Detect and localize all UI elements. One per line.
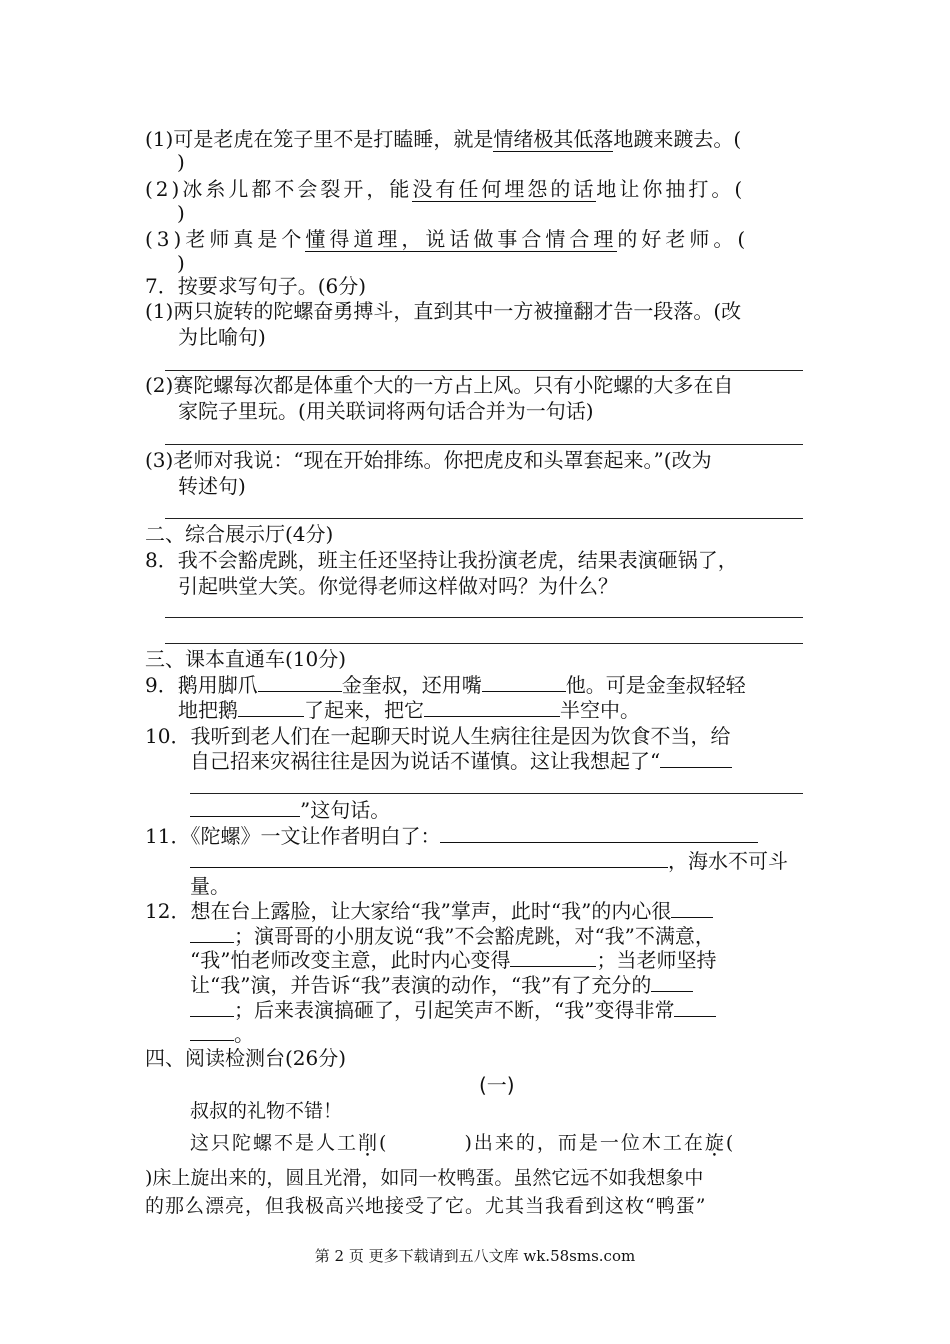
q11-line-3: 量。 [190,874,230,898]
q8-answer-line-2[interactable] [165,643,803,644]
reading-p2-paren-open-2: ( [725,1132,736,1154]
q6-item-1-answer-close: ) [177,150,185,174]
reading-paragraph-3: )床上旋出来的，圆且光滑，如同一枚鸭蛋。虽然它远不如我想象中 [145,1167,704,1189]
q10-line-2 [190,749,732,773]
q11-text-1: 11．《陀螺》一文让作者明白了： [145,824,441,848]
q12-line-6 [190,1022,254,1046]
reading-paragraph-4: 的那么漂亮，但我极高兴地接受了它。尤其当我看到这枚“鸭蛋” [145,1195,707,1217]
q12-text-3: “我”怕老师改变主意，此时内心变得 [190,948,511,972]
reading-p2-dotted-char-1: 削 [358,1132,380,1154]
q6-item-3 [145,227,749,251]
q6-item-2-answer-close: ) [177,201,185,225]
q12-line-1 [145,899,713,923]
q8-line-2: 引起哄堂大笑。你觉得老师这样做对吗？为什么？ [178,574,618,598]
q9-blank-1[interactable] [258,673,342,692]
q12-blank-1a[interactable] [671,899,713,918]
q12-text-1: 12．想在台上露脸，让大家给“我”掌声，此时“我”的内心很 [145,899,672,923]
q12-blank-4b[interactable] [190,1022,234,1041]
q7-item-3-line-2: 转述句) [178,474,246,498]
q12-line-2 [190,924,715,948]
q11-blank-2[interactable] [190,849,668,868]
q7-item-3-line-1: (3)老师对我说：“现在开始排练。你把虎皮和头罩套起来。”(改为 [145,448,712,472]
q6-item-3-answer-close: ) [177,251,185,275]
q6-item-2 [145,177,745,201]
q10-blank-line[interactable] [190,793,803,794]
q12-line-4 [190,973,693,997]
q7-item-2-line-2: 家院子里玩。(用关联词将两句话合并为一句话) [178,399,594,423]
q9-blank-2[interactable] [482,673,566,692]
q10-line-1: 10．我听到老人们在一起聊天时说人生病往往是因为饮食不当，给 [145,724,731,748]
q12-text-6: ；后来表演搞砸了，引起笑声不断，“我”变得非常 [234,998,675,1022]
reading-p2-paren-open-1: ( [379,1132,389,1154]
q6-item-2-text-a: (2)冰糸儿都不会裂开，能 [145,177,413,201]
q6-item-1-underlined: 情绪极其低落 [493,127,614,151]
q12-line-3 [190,948,716,972]
reading-p2-text-2: )出来的，而是一位木工在 [464,1132,705,1154]
q9-text-5: 了起来，把它 [304,698,424,722]
reading-paragraph-1: 叔叔的礼物不错！ [190,1100,343,1122]
reading-paragraph-2 [190,1131,735,1155]
q6-item-1-text-a: (1)可是老虎在笼子里不是打瞌睡，就是 [145,127,494,151]
q8-line-1: 8．我不会豁虎跳，班主任还坚持让我扮演老虎，结果表演砸锅了， [145,548,738,572]
q9-blank-4[interactable] [424,698,560,717]
q12-blank-4a[interactable] [674,998,716,1017]
section-3-title: 三、课本直通车(10分) [145,647,347,671]
q12-text-4: ；当老师坚持 [596,948,717,972]
q9-blank-3[interactable] [238,698,304,717]
section-4-title: 四、阅读检测台(26分) [145,1046,347,1070]
q6-item-1 [145,127,741,151]
q12-text-5: 让“我”演，并告诉“我”表演的动作，“我”有了充分的 [190,973,652,997]
q12-blank-1b[interactable] [190,924,234,943]
q9-text-6: 半空中。 [560,698,640,722]
q8-answer-line-1[interactable] [165,617,803,618]
reading-p2-blank-1[interactable] [388,1131,464,1149]
q11-text-2: ，海水不可斗 [668,849,788,873]
page-footer: 第 2 页 更多下载请到五八文库 wk.58sms.com [314,1247,636,1265]
q9-text-3: 他。可是金奎叔轻轻 [565,673,746,697]
q6-item-2-text-b: 地让你抽打。( [596,177,746,201]
q6-item-1-text-b: 地踱来踱去。( [613,127,742,151]
q6-item-3-text-a: (3)老师真是个 [145,227,306,251]
q10-text-2: 自己招来灾祸往往是因为说话不谨慎。这让我想起了“ [190,749,661,773]
q12-blank-3a[interactable] [651,973,693,992]
q7-item-2-answer-line[interactable] [165,444,803,445]
q9-line-2 [178,698,640,722]
q7-item-2-line-1: (2)赛陀螺每次都是体重个大的一方占上风。只有小陀螺的大多在自 [145,373,734,397]
reading-p2-text-1: 这只陀螺不是人工 [190,1132,359,1154]
q11-line-1 [145,824,758,848]
q10-blank-2[interactable] [190,798,300,817]
q10-text-4: ”这句话。 [300,798,391,822]
q12-text-2: ；演哥哥的小朋友说“我”不会豁虎跳，对“我”不满意， [234,924,715,948]
q12-blank-3b[interactable] [190,998,234,1017]
q6-item-2-underlined: 没有任何埋怨的话 [412,177,597,201]
q7-item-1-line-1: (1)两只旋转的陀螺奋勇搏斗，直到其中一方被撞翻才告一段落。(改 [145,299,742,323]
q12-text-7: 。 [234,1022,254,1046]
q7-title: 7．按要求写句子。(6分) [145,274,367,298]
q6-item-3-text-b: 的好老师。( [617,227,750,251]
q6-item-3-underlined: 懂得道理，说话做事合情合理 [305,227,618,251]
reading-part-label: (一) [479,1073,515,1097]
q7-item-1-line-2: 为比喻句) [178,325,266,349]
q11-line-2 [190,849,788,873]
q9-text-2: 金奎叔，还用嘴 [341,673,482,697]
q12-line-5 [190,998,716,1022]
q11-blank-1[interactable] [440,824,758,843]
q7-item-1-answer-line[interactable] [165,370,803,371]
q12-blank-2[interactable] [510,948,596,967]
q10-line-4 [190,798,390,822]
section-2-title: 二、综合展示厅(4分) [145,522,334,546]
q9-line-1 [145,673,746,697]
q9-text-1: 9．鹅用脚爪 [145,673,258,697]
q7-item-3-answer-line[interactable] [165,518,803,519]
q10-blank-1[interactable] [660,749,732,768]
reading-p2-dotted-char-2: 旋 [704,1132,726,1154]
q9-text-4: 地把鹅 [178,698,238,722]
